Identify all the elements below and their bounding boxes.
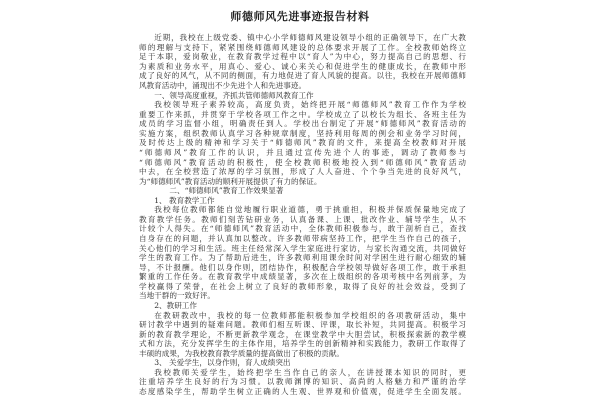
- paragraph-line: 师的理解与支持下，紧紧围绕师德师风建设的总体要求开展了工作。全校教师始终立: [139, 42, 466, 52]
- paragraph-line: 态度感染学生，帮助学生树立正确的人生观、世界观和价值观，促进学生全面发展。: [139, 387, 466, 396]
- paragraph-line: 及时传达上级的精神和学习关于“师德师风”教育的文件，来提高全校教师对开展: [139, 138, 466, 148]
- section-heading: 一、领导高度重视，齐抓共管师德师风教育工作: [154, 90, 314, 100]
- paragraph-line: 新的教育教学理论，不断更新教学观念，在课堂教学中大胆尝试，积极探索新的教学模: [139, 329, 466, 339]
- paragraph-line: 计较个人得失。在“师德师风”教育活动中，全体教师积极参与，敢于剖析自己，查找: [139, 224, 466, 234]
- paragraph-line: 近期，我校在上级党委、镇中心小学师德师风建设领导小组的正确领导下，在广大教: [154, 33, 466, 43]
- paragraph-line: 关心他们的学习和生活。班主任经常深入学生家庭进行家访，与家长沟通交流，共同做好: [139, 243, 466, 253]
- care-paragraph: [139, 368, 466, 397]
- leadership-paragraph: [139, 100, 466, 186]
- paragraph-line: 注重培养学生良好的行为习惯。以教师渊博的知识、高尚的人格魅力和严谨的治学: [139, 377, 466, 387]
- paragraph-line: 自身存在的问题，并认真加以整改。许多教师带病坚持工作，把学生当作自己的孩子，: [139, 234, 466, 243]
- paragraph-line: 式和方法，充分发挥学生的主体作用，培养学生的创新精神和实践能力，教研工作取得了: [139, 339, 466, 349]
- document-title: 师德师风先进事迹报告材料: [230, 10, 370, 23]
- research-paragraph: [139, 311, 466, 359]
- document-body: [139, 33, 466, 396]
- paragraph-line: 我校每位教师都能自觉地履行职业道德，勇于挑重担，积极并保质保量地完成了: [154, 205, 466, 215]
- subsection-heading: 3、 关爱学生，以身作则，育人成绩突出: [154, 358, 291, 368]
- paragraph-line: “师德师风”教育工作的认识，并且通过宣传先进个人的事迹，调动了教师参与: [139, 147, 466, 157]
- paragraph-line: 为“师德师风”教育活动的顺利开展提供了有力的保证。: [139, 176, 322, 186]
- paragraph-line: 我校教师关爱学生，始终把学生当作自己的亲人，在讲授课本知识的同时，更: [154, 367, 466, 377]
- paragraph-line: 中去，在全校营造了浓厚的学习氛围，形成了人人奋进、个个争当先进的良好风气，: [139, 167, 466, 177]
- paragraph-line: 为素质和业务水平，用真心、爱心、诚心来关心和促进学生的健康成长，在教师中形: [139, 61, 466, 71]
- paragraph-line: 导，不计报酬。他们以身作则，团结协作，积极配合学校领导做好各项工作，敢于承担: [139, 262, 466, 272]
- paragraph-line: 成员的学习监督小组，明确责任到人。学校出台制定了开展“师德师风”教育活动的: [139, 119, 466, 129]
- paragraph-line: “师德师风”教育活动的积极性，使全校教师积极地投入到“师德师风”教育活动: [139, 157, 466, 167]
- subsection-heading: 2、教研工作: [154, 300, 197, 310]
- paragraph-line: 学校赢得了荣誉，在社会上树立了良好的教师形象，取得了良好的社会效益，受到了: [139, 281, 466, 291]
- paragraph-line: 成了良好的风气，从不同的侧面，有力地促进了育人风貌的提高。以往，我校在开展师德师: [139, 71, 466, 81]
- paragraph-line: 我校领导班子素养较高，高度负责，始终把开展“师德师风”教育工作作为学校: [154, 100, 466, 110]
- paragraph-line: 在教研教改中，我校的每一位教师都能积极参加学校组织的各项教研活动，集中: [154, 310, 466, 320]
- paragraph-line: 风教育活动中，涌现出不少先进个人和先进事迹。: [139, 81, 307, 90]
- paragraph-line: 重要工作来抓，并贯穿于学校各项工作之中。学校成立了以校长为组长、各班主任为: [139, 109, 466, 119]
- teaching-paragraph: [139, 205, 466, 301]
- paragraph-line: 繁重的工作任务。在教育教学中成绩显著，多次在上级组织的各项考核中名列前茅，为: [139, 272, 466, 282]
- paragraph-line: 足于本职，爱岗敬业，在教育教学过程中以“育人”为中心，努力提高自己的思想、行: [139, 52, 466, 62]
- paragraph-line: 学生的教育工作。为了帮助后进生，许多教师利用课余时间对学困生进行耐心细致的辅: [139, 253, 466, 263]
- section-heading: 二、“师德师风”教育工作效果显著: [169, 186, 284, 196]
- paragraph-line: 实施方案，组织教师认真学习各种规章制度，坚持利用每周的例会和业务学习时间，: [139, 128, 466, 138]
- intro-paragraph: [139, 33, 466, 90]
- paragraph-line: 当地干群的一致好评。: [139, 291, 215, 301]
- subsection-heading: 1、 教育教学工作: [154, 195, 215, 205]
- paragraph-line: 研讨教学中遇到的疑难问题。教师们相互听课、评课，取长补短，共同提高。积极学习: [139, 320, 466, 330]
- paragraph-line: 教育教学任务。教师们刻苦钻研业务，认真备课、上课、批改作业、辅导学生，从不: [139, 214, 466, 224]
- paragraph-line: 丰硕的成果，为我校教育教学质量的提高做出了积极的贡献。: [139, 348, 345, 358]
